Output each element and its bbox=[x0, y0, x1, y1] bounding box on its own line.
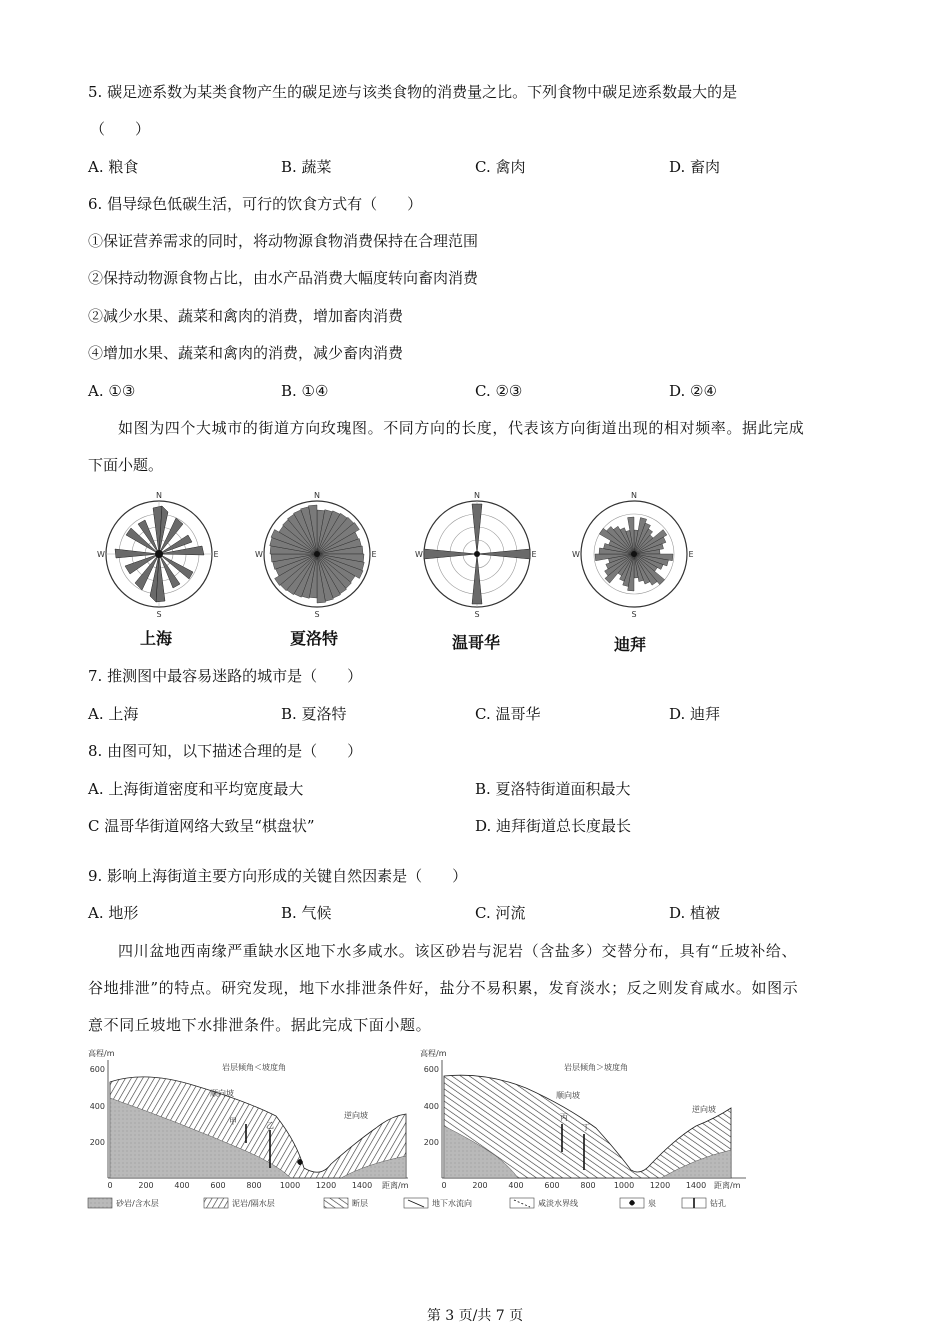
profile-right-xtick: 1200 bbox=[649, 1181, 671, 1190]
rose-label-s: S bbox=[314, 610, 320, 619]
rose-label-w: W bbox=[97, 550, 105, 559]
profile-left-slope1: 顺向坡 bbox=[210, 1089, 234, 1098]
legend-mudstone: 泥岩/隔水层 bbox=[232, 1199, 275, 1208]
profile-right bbox=[420, 1048, 746, 1190]
profile-left-slope2: 逆向坡 bbox=[344, 1111, 368, 1120]
legend-fault-swatch bbox=[324, 1198, 348, 1208]
q5-option-d[interactable]: D. 畜肉 bbox=[669, 158, 721, 176]
profile-left-xticks bbox=[107, 1181, 372, 1190]
geo-intro-line1: 四川盆地西南缘严重缺水区地下水多咸水。该区砂岩与泥岩（含盐多）交替分布，具有“丘坡补给、 bbox=[118, 942, 798, 960]
q7-stem: 7. 推测图中最容易迷路的城市是（ ） bbox=[88, 667, 363, 685]
rose-diagram-dubai bbox=[573, 488, 695, 618]
profile-left-xtick: 400 bbox=[174, 1181, 190, 1190]
city-label-vancouver: 温哥华 bbox=[452, 633, 501, 652]
q8-stem: 8. 由图可知，以下描述合理的是（ ） bbox=[88, 742, 363, 760]
q6-item-2: ②保持动物源食物占比，由水产品消费大幅度转向畜肉消费 bbox=[88, 269, 479, 287]
q6-item-1: ①保证营养需求的同时，将动物源食物消费保持在合理范围 bbox=[88, 232, 479, 250]
profile-right-xlabel: 距离/m bbox=[714, 1181, 741, 1190]
legend-salt-fresh-boundary: 咸淡水界线 bbox=[538, 1199, 578, 1208]
profile-left-xtick: 0 bbox=[107, 1181, 113, 1190]
rose-diagram-charlotte bbox=[256, 488, 378, 618]
profile-right-well2-label: 丁 bbox=[582, 1123, 590, 1132]
profile-left-xtick: 600 bbox=[210, 1181, 226, 1190]
rose-label-s: S bbox=[156, 610, 162, 619]
legend-mudstone-swatch bbox=[204, 1198, 228, 1208]
profile-left-title: 岩层倾角＜坡度角 bbox=[222, 1063, 286, 1072]
legend bbox=[88, 1198, 726, 1208]
profile-right-xtick: 0 bbox=[441, 1181, 447, 1190]
rose-intro-line2: 下面小题。 bbox=[88, 456, 164, 474]
rose-intro-line1: 如图为四个大城市的街道方向玫瑰图。不同方向的长度，代表该方向街道出现的相对频率。据此完成 bbox=[118, 419, 805, 437]
q9-option-d[interactable]: D. 植被 bbox=[669, 904, 721, 922]
q5-option-c[interactable]: C. 禽肉 bbox=[475, 158, 526, 176]
q8-option-a[interactable]: A. 上海街道密度和平均宽度最大 bbox=[88, 780, 304, 798]
profile-right-slope2: 逆向坡 bbox=[692, 1105, 716, 1114]
profile-left bbox=[88, 1048, 409, 1190]
rose-label-w: W bbox=[415, 550, 423, 559]
profile-right-ytick-200: 200 bbox=[423, 1138, 439, 1147]
profile-left-ytick-600: 600 bbox=[89, 1065, 105, 1074]
profile-right-ytick-600: 600 bbox=[423, 1065, 439, 1074]
q6-item-3: ②减少水果、蔬菜和禽肉的消费，增加畜肉消费 bbox=[88, 307, 404, 325]
profile-right-xtick: 200 bbox=[472, 1181, 488, 1190]
profile-right-xticks bbox=[441, 1181, 706, 1190]
rose-label-e: E bbox=[688, 550, 694, 559]
profile-left-ytick-200: 200 bbox=[89, 1138, 105, 1147]
city-label-dubai: 迪拜 bbox=[614, 635, 647, 654]
profile-right-ylabel: 高程/m bbox=[420, 1049, 447, 1058]
q9-option-a[interactable]: A. 地形 bbox=[88, 904, 139, 922]
rose-label-s: S bbox=[631, 610, 637, 619]
profile-right-title: 岩层倾角＞坡度角 bbox=[564, 1063, 628, 1072]
q9-option-b[interactable]: B. 气候 bbox=[281, 904, 332, 922]
profile-left-xtick: 800 bbox=[246, 1181, 262, 1190]
profile-right-xtick: 800 bbox=[580, 1181, 596, 1190]
legend-fault: 断层 bbox=[352, 1199, 368, 1208]
legend-borehole: 钻孔 bbox=[710, 1199, 726, 1208]
rose-label-n: N bbox=[474, 491, 480, 500]
profile-right-xtick: 1000 bbox=[613, 1181, 635, 1190]
geo-intro-line2: 谷地排泄”的特点。研究发现，地下水排泄条件好，盐分不易积累，发育淡水；反之则发育咸水。如图示 bbox=[88, 979, 799, 997]
q6-option-c[interactable]: C. ②③ bbox=[475, 382, 523, 400]
profile-left-well1-label: 甲 bbox=[229, 1117, 237, 1126]
legend-spring: 泉 bbox=[648, 1199, 656, 1208]
q9-option-c[interactable]: C. 河流 bbox=[475, 904, 526, 922]
legend-groundwater-flow: 地下水流向 bbox=[432, 1199, 472, 1208]
rose-label-e: E bbox=[531, 550, 537, 559]
profile-right-xtick: 600 bbox=[544, 1181, 560, 1190]
q5-option-a[interactable]: A. 粮食 bbox=[88, 158, 139, 176]
rose-diagram-vancouver bbox=[416, 488, 538, 618]
profile-left-xtick: 1400 bbox=[351, 1181, 373, 1190]
profile-left-xtick: 1200 bbox=[315, 1181, 337, 1190]
rose-label-e: E bbox=[371, 550, 377, 559]
profile-left-ytick-400: 400 bbox=[89, 1102, 105, 1111]
q7-option-a[interactable]: A. 上海 bbox=[88, 705, 139, 723]
page-footer: 第 3 页/共 7 页 bbox=[426, 1308, 524, 1324]
profile-left-xtick: 1000 bbox=[279, 1181, 301, 1190]
rose-diagram-shanghai bbox=[98, 488, 220, 618]
profile-right-xtick: 1400 bbox=[685, 1181, 707, 1190]
geo-intro-line3: 意不同丘坡地下水排泄条件。据此完成下面小题。 bbox=[88, 1016, 432, 1034]
city-label-charlotte: 夏洛特 bbox=[290, 629, 339, 648]
q6-item-4: ④增加水果、蔬菜和禽肉的消费，减少畜肉消费 bbox=[88, 344, 404, 362]
q9-stem: 9. 影响上海街道主要方向形成的关键自然因素是（ ） bbox=[88, 867, 468, 885]
rose-label-n: N bbox=[156, 491, 162, 500]
profile-left-ylabel: 高程/m bbox=[88, 1049, 115, 1058]
q6-option-a[interactable]: A. ①③ bbox=[88, 382, 136, 400]
legend-sandstone: 砂岩/含水层 bbox=[116, 1199, 159, 1208]
q5-stem: 5. 碳足迹系数为某类食物产生的碳足迹与该类食物的消费量之比。下列食物中碳足迹系数最大的是 bbox=[88, 83, 738, 101]
rose-label-w: W bbox=[572, 550, 580, 559]
q8-option-d[interactable]: D. 迪拜街道总长度最长 bbox=[475, 817, 632, 835]
profile-right-xtick: 400 bbox=[508, 1181, 524, 1190]
q5-paren: （ ） bbox=[90, 120, 151, 138]
city-label-shanghai: 上海 bbox=[140, 629, 173, 648]
profile-right-slope1: 顺向坡 bbox=[556, 1091, 580, 1100]
geologic-profiles bbox=[86, 1046, 750, 1214]
q6-option-b[interactable]: B. ①④ bbox=[281, 382, 329, 400]
rose-label-n: N bbox=[631, 491, 637, 500]
profile-right-well1-label: 丙 bbox=[560, 1113, 568, 1122]
profile-left-xtick: 200 bbox=[138, 1181, 154, 1190]
legend-sandstone-swatch bbox=[88, 1198, 112, 1208]
q7-option-b[interactable]: B. 夏洛特 bbox=[281, 705, 347, 723]
rose-label-e: E bbox=[213, 550, 219, 559]
rose-label-s: S bbox=[474, 610, 480, 619]
q6-stem: 6. 倡导绿色低碳生活，可行的饮食方式有（ ） bbox=[88, 195, 423, 213]
q7-option-c[interactable]: C. 温哥华 bbox=[475, 705, 541, 723]
q6-option-d[interactable]: D. ②④ bbox=[669, 382, 717, 400]
profile-left-xlabel: 距离/m bbox=[382, 1181, 409, 1190]
q5-option-b[interactable]: B. 蔬菜 bbox=[281, 158, 332, 176]
profile-left-well2-label: 乙 bbox=[266, 1121, 274, 1130]
q7-option-d[interactable]: D. 迪拜 bbox=[669, 705, 721, 723]
q8-option-b[interactable]: B. 夏洛特街道面积最大 bbox=[475, 780, 631, 798]
rose-label-w: W bbox=[255, 550, 263, 559]
rose-label-n: N bbox=[314, 491, 320, 500]
q8-option-c[interactable]: C 温哥华街道网络大致呈“棋盘状” bbox=[88, 817, 315, 835]
profile-right-ytick-400: 400 bbox=[423, 1102, 439, 1111]
